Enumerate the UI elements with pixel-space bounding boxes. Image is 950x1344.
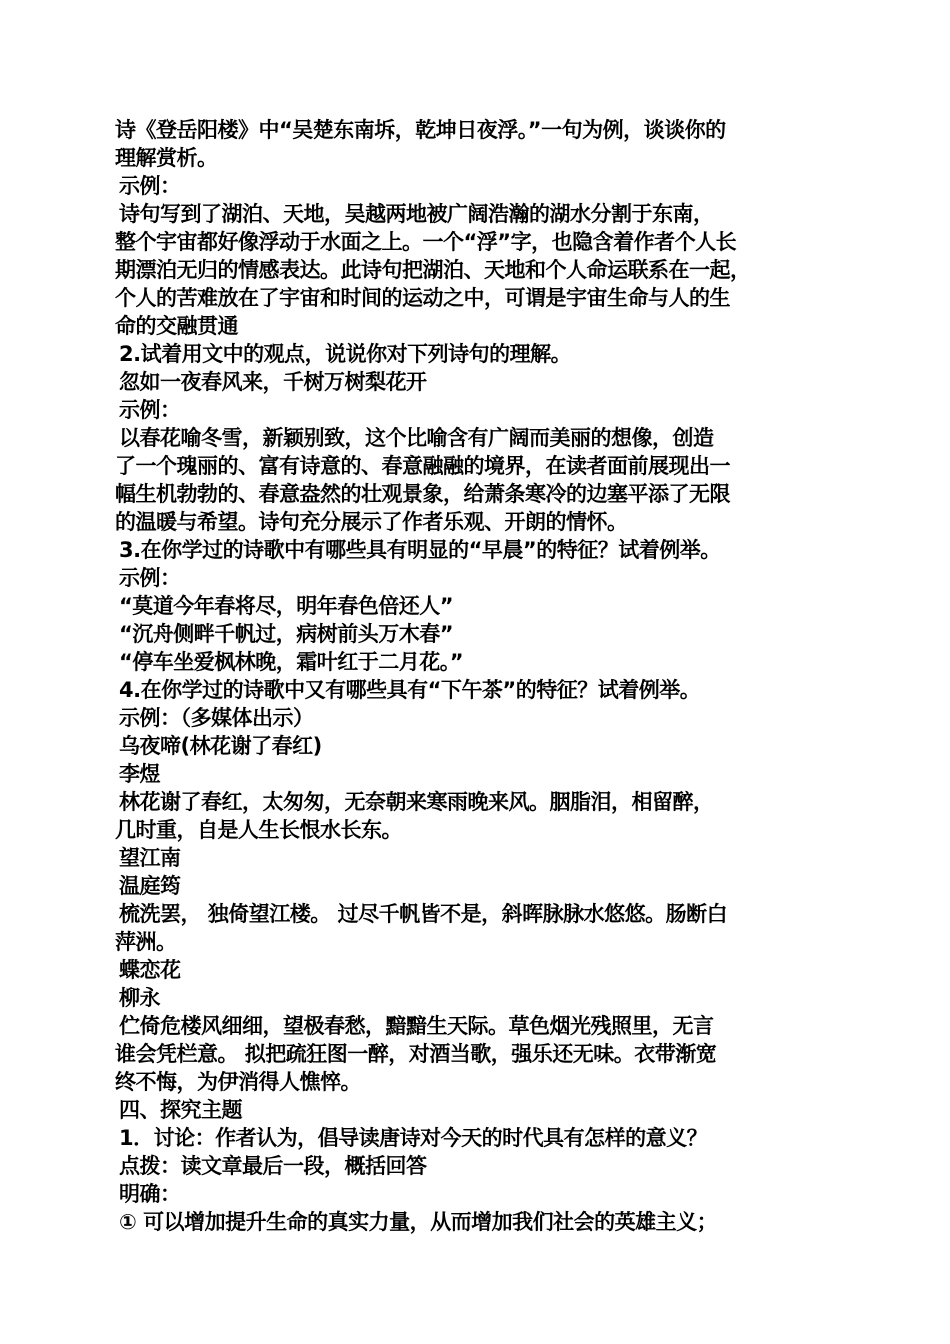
text-line: 的温暖与希望。诗句充分展示了作者乐观、开朗的情怀。	[115, 510, 628, 534]
text-line: 命的交融贯通	[115, 314, 238, 338]
text-line: 萍洲。	[115, 930, 177, 954]
text-line: 幅生机勃勃的、春意盎然的壮观景象，给萧条寒冷的边塞平添了无限	[115, 482, 730, 506]
text-line: 期漂泊无归的情感表达。此诗句把湖泊、天地和个人命运联系在一起，	[115, 258, 751, 282]
text-line: “停车坐爱枫林晚，霜叶红于二月花。”	[119, 650, 464, 674]
text-line: 4.在你学过的诗歌中又有哪些具有“下午茶”的特征？试着例举。	[119, 678, 701, 702]
text-line: 林花谢了春红，太匆匆，无奈朝来寒雨晚来风。胭脂泪，相留醉，	[119, 790, 714, 814]
text-line: 蝶恋花	[119, 958, 181, 982]
text-line: ① 可以增加提升生命的真实力量，从而增加我们社会的英雄主义；	[119, 1210, 718, 1234]
text-line: 点拨：读文章最后一段，概括回答	[119, 1154, 427, 1178]
text-line: 示例：	[119, 174, 181, 198]
text-line: 几时重，自是人生长恨水长东。	[115, 818, 402, 842]
document-page	[115, 116, 845, 1236]
text-line: 了一个瑰丽的、富有诗意的、春意融融的境界，在读者面前展现出一	[115, 454, 730, 478]
text-line: “莫道今年春将尽，明年春色倍还人”	[119, 594, 454, 618]
text-line: 李煜	[119, 762, 160, 786]
text-line: 四、探究主题	[119, 1098, 242, 1122]
text-line: 伫倚危楼风细细，望极春愁，黯黯生天际。草色烟光残照里，无言	[119, 1014, 714, 1038]
text-line: 终不悔，为伊消得人憔悴。	[115, 1070, 361, 1094]
text-line: 明确：	[119, 1182, 181, 1206]
text-line: 望江南	[119, 846, 181, 870]
text-line: 示例：	[119, 398, 181, 422]
text-line: 示例：	[119, 566, 181, 590]
text-line: 3.在你学过的诗歌中有哪些具有明显的“早晨”的特征？试着例举。	[119, 538, 721, 562]
text-line: 示例：（多媒体出示）	[119, 706, 314, 730]
text-line: 梳洗罢， 独倚望江楼。 过尽千帆皆不是，斜晖脉脉水悠悠。肠断白	[119, 902, 728, 926]
text-line: 柳永	[119, 986, 160, 1010]
text-line: 以春花喻冬雪，新颖别致，这个比喻含有广阔而美丽的想像，创造	[119, 426, 714, 450]
text-line: 2.试着用文中的观点，说说你对下列诗句的理解。	[119, 342, 572, 366]
text-line: 诗句写到了湖泊、天地，吴越两地被广阔浩瀚的湖水分割于东南，	[119, 202, 714, 226]
text-line: 乌夜啼(林花谢了春红)	[119, 734, 322, 758]
text-line: 谁会凭栏意。 拟把疏狂图一醉，对酒当歌，强乐还无味。衣带渐宽	[115, 1042, 717, 1066]
text-line: 忽如一夜春风来，千树万树梨花开	[119, 370, 427, 394]
text-line: 1．讨论：作者认为，倡导读唐诗对今天的时代具有怎样的意义？	[119, 1126, 708, 1150]
text-line: “沉舟侧畔千帆过，病树前头万木春”	[119, 622, 454, 646]
text-line: 个人的苦难放在了宇宙和时间的运动之中，可谓是宇宙生命与人的生	[115, 286, 730, 310]
text-line: 温庭筠	[119, 874, 181, 898]
text-line: 诗《登岳阳楼》中“吴楚东南坼，乾坤日夜浮。”一句为例，谈谈你的	[115, 118, 726, 142]
text-line: 整个宇宙都好像浮动于水面之上。一个“浮”字，也隐含着作者个人长	[115, 230, 737, 254]
text-line: 理解赏析。	[115, 146, 218, 170]
